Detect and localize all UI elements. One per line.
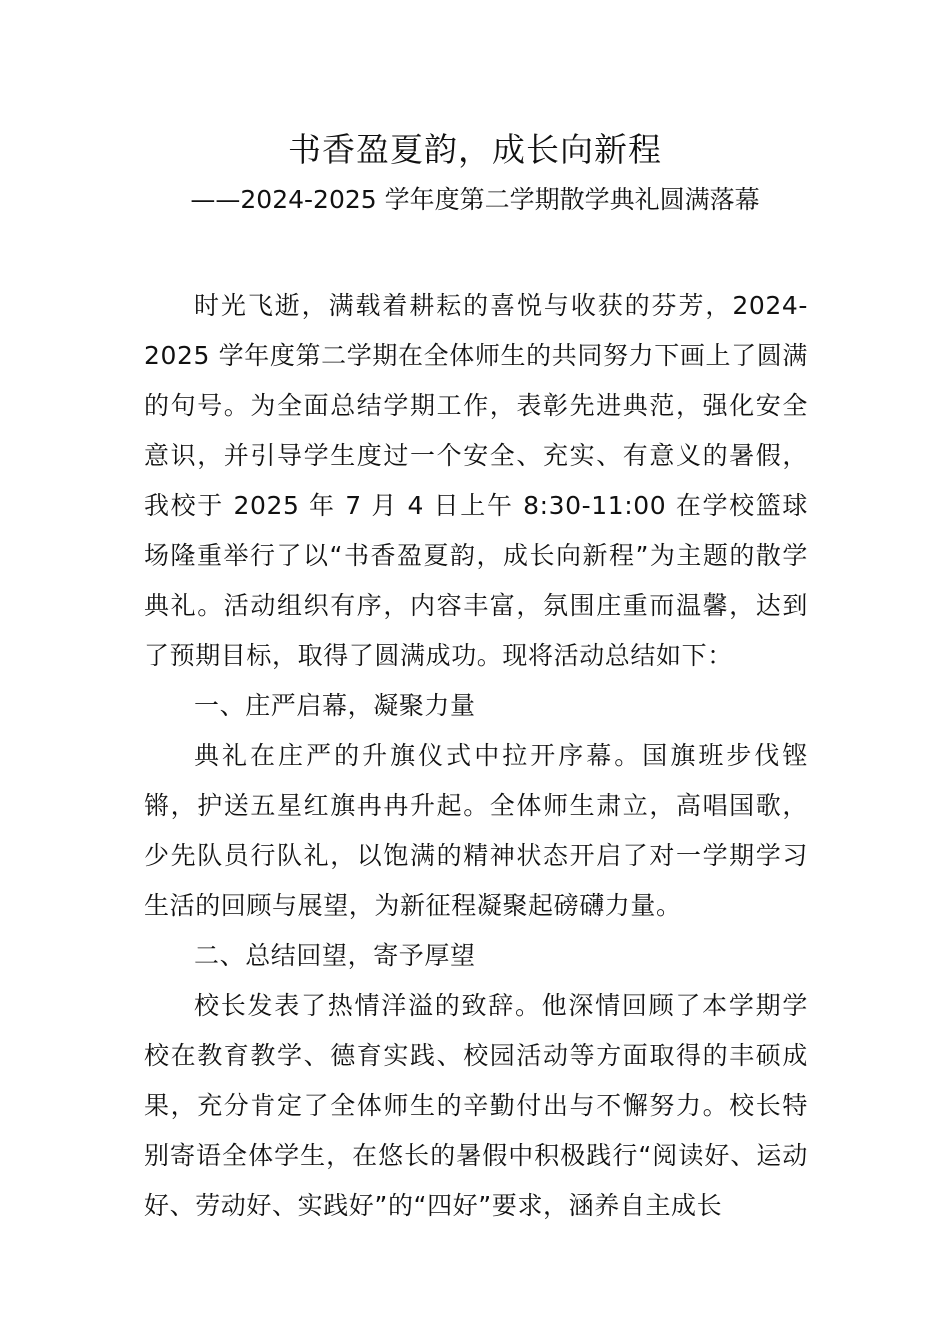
intro-paragraph: 时光飞逝，满载着耕耘的喜悦与收获的芬芳，2024-2025 学年度第二学期在全体师生的共同努力下画上了圆满的句号。为全面总结学期工作，表彰先进典范，强化安全意识，并引导学生度过一个安全、充实、有意义的暑假，我校于 2025 年 7 月 4 日上午 8:30-11:00 在学校篮球场隆重举行了以“书香盈夏韵，成长向新程”为主题的散学典礼。活动组织有序，内容丰富，氛围庄重而温馨，达到了预期目标，取得了圆满成功。现将活动总结如下： [144,291,808,670]
section-heading-2: 二、总结回望，寄予厚望 [194,941,476,970]
document-title: 书香盈夏韵，成长向新程 [288,130,662,169]
section-paragraph-1: 典礼在庄严的升旗仪式中拉开序幕。国旗班步伐铿锵，护送五星红旗冉冉升起。全体师生肃立，高唱国歌，少先队员行队礼，以饱满的精神状态开启了对一学期学习生活的回顾与展望，为新征程凝聚起磅礴力量。 [144,741,808,920]
section-paragraph-2: 校长发表了热情洋溢的致辞。他深情回顾了本学期学校在教育教学、德育实践、校园活动等方面取得的丰硕成果，充分肯定了全体师生的辛勤付出与不懈努力。校长特别寄语全体学生，在悠长的暑假中积极践行“阅读好、运动好、劳动好、实践好”的“四好”要求，涵养自主成长 [144,991,808,1220]
document-subtitle: ——2024-2025 学年度第二学期散学典礼圆满落幕 [190,185,760,214]
document-body [144,281,808,1231]
section-heading-1: 一、庄严启幕，凝聚力量 [194,691,476,720]
